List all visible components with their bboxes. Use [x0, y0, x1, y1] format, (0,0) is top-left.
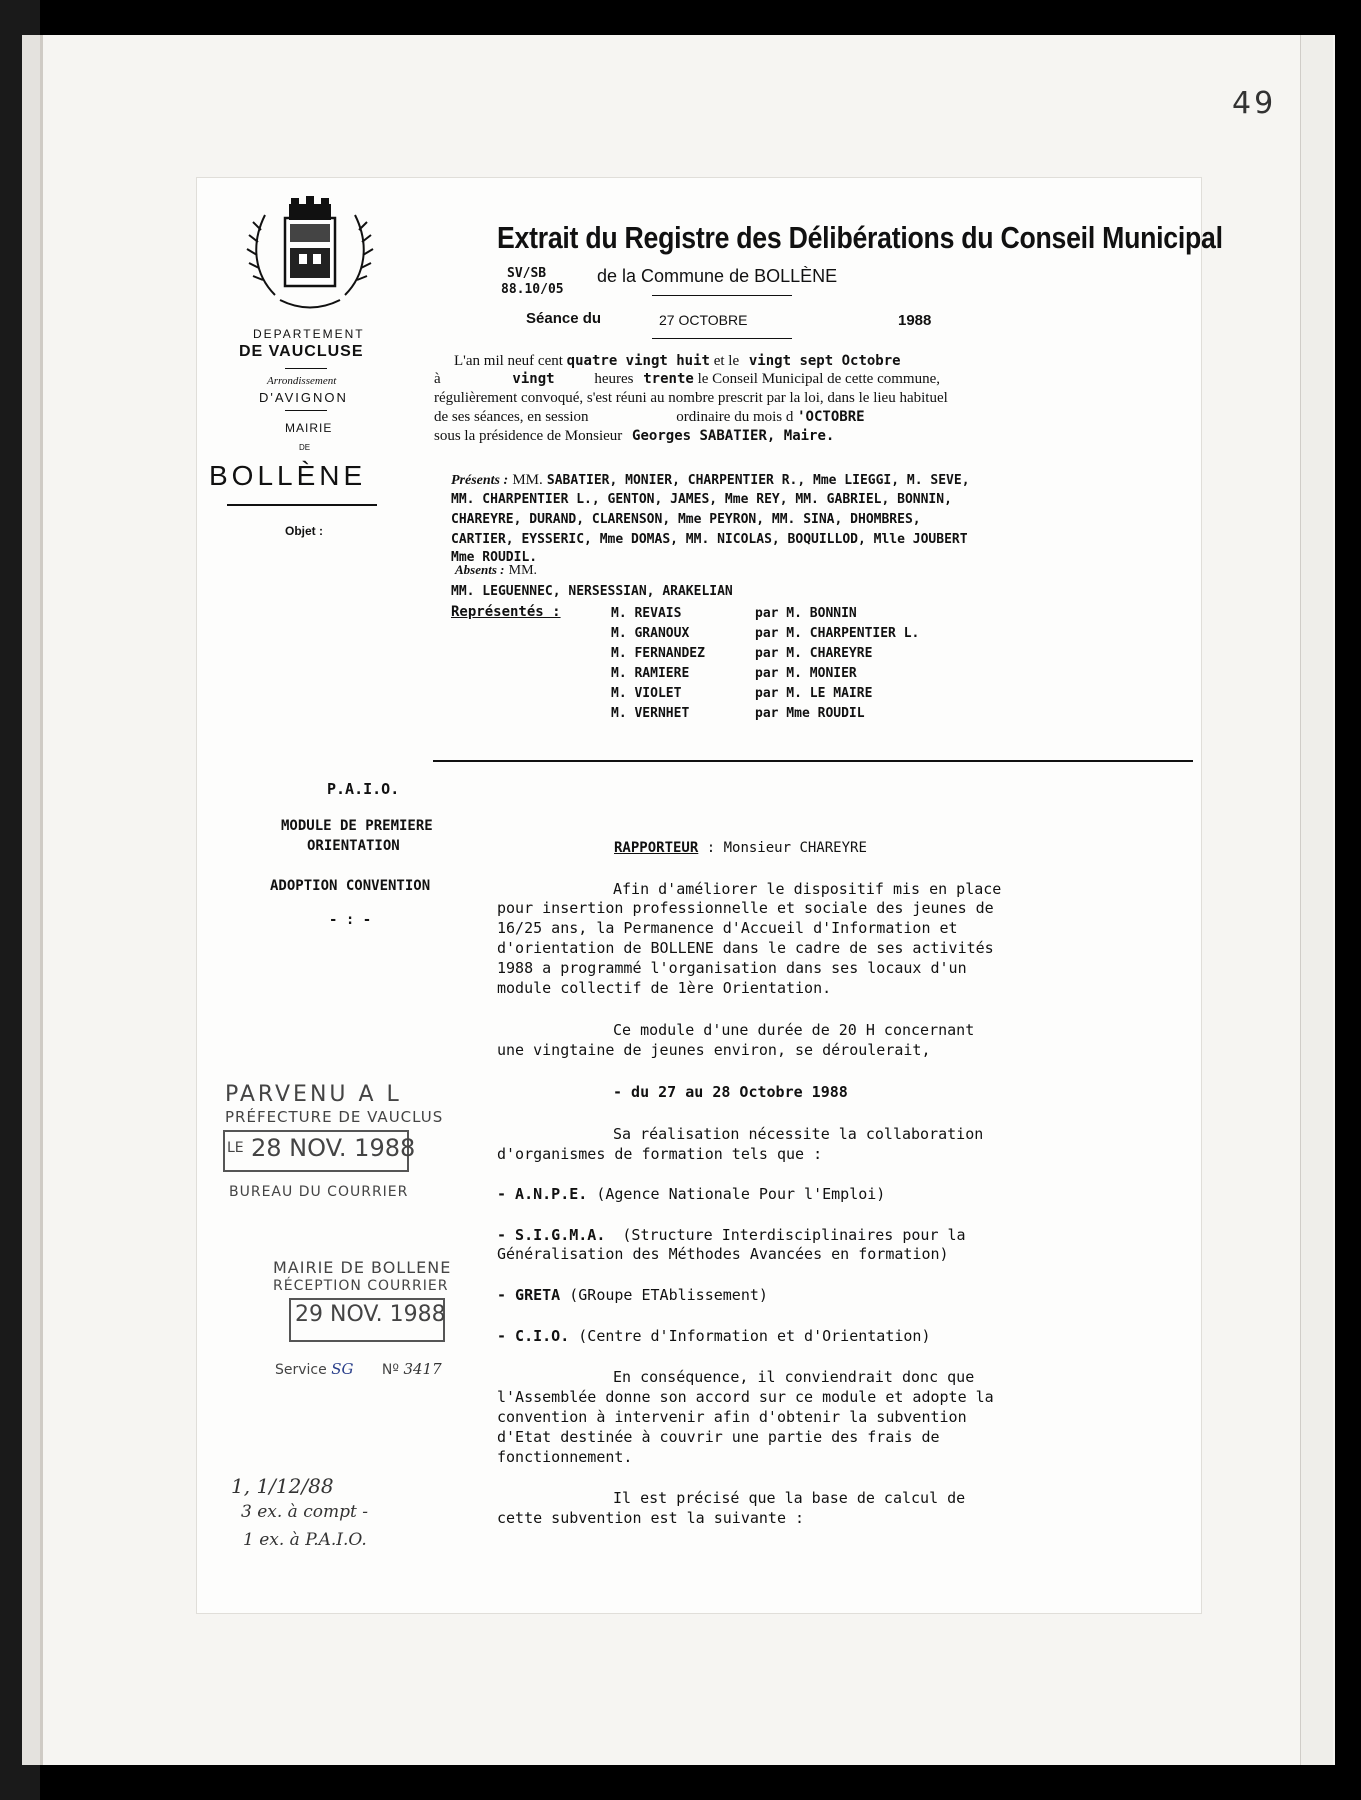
presents-line-4: CARTIER, EYSSERIC, Mme DOMAS, MM. NICOLAS, BOQUILLOD, Mlle JOUBERT: [451, 532, 968, 547]
representes-par-4: par M. MONIER: [755, 666, 857, 681]
anpe-line: [497, 1185, 885, 1203]
handwritten-date: 1, 1/12/88: [231, 1474, 334, 1498]
objet-label: Objet :: [285, 524, 323, 538]
intro-text: L'an mil neuf cent: [454, 353, 563, 369]
intro-month: 'OCTOBRE: [797, 409, 865, 425]
reference-number: 88.10/05: [501, 282, 564, 297]
handwritten-note-2: 1 ex. à P.A.I.O.: [243, 1530, 367, 1550]
number-label: Nº: [381, 1362, 399, 1378]
p1-line-3: 16/25 ans, la Permanence d'Accueil d'Information et: [497, 919, 958, 937]
objet-line-4: ADOPTION CONVENTION: [270, 878, 431, 894]
anpe-description: (Agence Nationale Pour l'Emploi): [596, 1185, 886, 1203]
ornament-rule: [227, 504, 377, 506]
p5-line-2: cette subvention est la suivante :: [497, 1509, 805, 1527]
intro-text: de ses séances, en session: [434, 409, 589, 425]
prefecture-stamp-date: 28 NOV. 1988: [251, 1134, 416, 1162]
departement-label: DEPARTEMENT: [253, 327, 365, 341]
rapporteur-label: RAPPORTEUR: [614, 840, 699, 856]
number-value: 3417: [403, 1360, 442, 1378]
p4-line-2: l'Assemblée donne son accord sur ce module et adopte la: [497, 1388, 994, 1406]
representes-who-5: M. VIOLET: [611, 686, 682, 701]
intro-day: vingt sept Octobre: [748, 353, 901, 369]
intro-line-4: [434, 409, 865, 426]
objet-line-5: - : -: [329, 912, 372, 928]
representes-who-2: M. GRANOUX: [611, 626, 690, 641]
sigma-line-1: [497, 1226, 966, 1244]
p4-line-5: fonctionnement.: [497, 1448, 633, 1466]
representes-par-5: par M. LE MAIRE: [755, 686, 873, 701]
sigma-acronym: - S.I.G.M.A.: [497, 1226, 606, 1244]
representes-label: Représentés :: [451, 604, 561, 620]
divider: [285, 368, 327, 369]
reference-initials: SV/SB: [507, 266, 547, 281]
mairie-stamp-date: 29 NOV. 1988: [295, 1302, 446, 1327]
p4-line-1: En conséquence, il conviendrait donc que: [613, 1368, 975, 1386]
cio-acronym: - C.I.O.: [497, 1327, 570, 1345]
rule: [652, 295, 792, 296]
president-name: Georges SABATIER, Maire.: [632, 428, 835, 444]
arrondissement: D'AVIGNON: [259, 390, 348, 405]
sigma-line-2: Généralisation des Méthodes Avancées en formation): [497, 1245, 949, 1263]
p4-line-4: d'Etat destinée à couvrir une partie des frais de: [497, 1428, 940, 1446]
objet-line-3: ORIENTATION: [307, 838, 400, 854]
p4-line-3: convention à intervenir afin d'obtenir la subvention: [497, 1408, 967, 1426]
p2-line-2: une vingtaine de jeunes environ, se déroulerait,: [497, 1041, 931, 1059]
absents-mm: MM.: [508, 563, 538, 578]
objet-line-2: MODULE DE PREMIERE: [281, 818, 433, 834]
seance-label: Séance du: [526, 310, 602, 327]
rapporteur-line: [614, 840, 867, 856]
prefecture-stamp-line-4: BUREAU DU COURRIER: [229, 1184, 409, 1200]
representes-who-1: M. REVAIS: [611, 606, 682, 621]
presents-line-3: CHAREYRE, DURAND, CLARENSON, Mme PEYRON, MM. SINA, DHOMBRES,: [451, 512, 921, 527]
absents-line: [455, 562, 537, 579]
document-title: Extrait du Registre des Délibérations du Conseil Municipal: [497, 220, 1223, 255]
presents-line-5: Mme ROUDIL.: [451, 550, 538, 565]
mairie-stamp-line-2: RÉCEPTION COURRIER: [273, 1278, 449, 1294]
rule: [652, 338, 792, 339]
presents-line-2: MM. CHARPENTIER L., GENTON, JAMES, Mme REY, MM. GABRIEL, BONNIN,: [451, 492, 952, 507]
service-value: SG: [331, 1360, 354, 1378]
arrondissement-label: Arrondissement: [267, 375, 337, 387]
page-number: 49: [1232, 86, 1277, 121]
prefecture-stamp-line-1: PARVENU A L: [225, 1082, 402, 1107]
section-rule: [433, 760, 1193, 762]
objet-line-1: P.A.I.O.: [327, 780, 400, 798]
intro-hour: vingt: [512, 371, 555, 387]
prefecture-stamp-line-2: PRÉFECTURE DE VAUCLUS: [225, 1108, 444, 1126]
intro-text: ordinaire du mois d: [676, 409, 794, 425]
absents-label: Absents :: [455, 562, 505, 577]
intro-year: quatre vingt huit: [566, 353, 710, 369]
module-dates: - du 27 au 28 Octobre 1988: [613, 1083, 848, 1101]
p1-line-2: pour insertion professionnelle et sociale des jeunes de: [497, 899, 994, 917]
intro-text: sous la présidence de Monsieur: [434, 428, 623, 444]
p1-line-6: module collectif de 1ère Orientation.: [497, 979, 832, 997]
p5-line-1: Il est précisé que la base de calcul de: [613, 1489, 966, 1507]
intro-line-1: [454, 353, 901, 370]
presents-label: Présents :: [451, 473, 509, 488]
p3-line-2: d'organismes de formation tels que :: [497, 1145, 823, 1163]
cio-line: [497, 1327, 930, 1345]
absents-names: MM. LEGUENNEC, NERSESSIAN, ARAKELIAN: [451, 584, 733, 599]
greta-line: [497, 1286, 768, 1304]
greta-acronym: - GRETA: [497, 1286, 561, 1304]
rapporteur-name: : Monsieur CHAREYRE: [706, 840, 867, 856]
intro-text: à: [434, 371, 441, 387]
p1-line-1: Afin d'améliorer le dispositif mis en place: [613, 880, 1002, 898]
p1-line-4: d'orientation de BOLLENE dans le cadre de ses activités: [497, 939, 994, 957]
intro-text: le Conseil Municipal de cette commune,: [697, 371, 940, 387]
representes-par-6: par Mme ROUDIL: [755, 706, 865, 721]
representes-who-6: M. VERNHET: [611, 706, 690, 721]
seance-year: 1988: [898, 312, 932, 329]
representes-par-3: par M. CHAREYRE: [755, 646, 873, 661]
representes-who-3: M. FERNANDEZ: [611, 646, 705, 661]
coat-of-arms-icon: [235, 190, 385, 310]
intro-line-5: [434, 428, 834, 445]
cio-description: (Centre d'Information et d'Orientation): [578, 1327, 931, 1345]
p1-line-5: 1988 a programmé l'organisation dans ses locaux d'un: [497, 959, 967, 977]
mairie-stamp-service: [275, 1360, 442, 1378]
departement: DE VAUCLUSE: [239, 343, 364, 360]
presents-line-1: [451, 472, 970, 489]
intro-line-3: régulièrement convoqué, s'est réuni au nombre prescrit par la loi, dans le lieu habituel: [434, 390, 948, 406]
representes-par-1: par M. BONNIN: [755, 606, 857, 621]
intro-minutes: trente: [643, 371, 694, 387]
anpe-acronym: - A.N.P.E.: [497, 1185, 588, 1203]
presents-names: SABATIER, MONIER, CHARPENTIER R., Mme LIEGGI, M. SEVE,: [546, 473, 970, 488]
sigma-description: (Structure Interdisciplinaires pour la: [622, 1226, 966, 1244]
intro-line-2: [434, 371, 940, 388]
commune-subtitle: de la Commune de BOLLÈNE: [597, 266, 838, 286]
greta-description: (GRoupe ETAblissement): [569, 1286, 768, 1304]
divider: [285, 410, 327, 411]
presents-mm: MM.: [512, 472, 543, 488]
mairie-stamp-line-1: MAIRIE DE BOLLENE: [273, 1258, 452, 1277]
handwritten-note-1: 3 ex. à compt -: [241, 1502, 368, 1522]
deliberation-extract: [197, 178, 1223, 1613]
seance-date: 27 OCTOBRE: [659, 312, 748, 328]
representes-who-4: M. RAMIERE: [611, 666, 690, 681]
prefecture-stamp-le: LE: [227, 1140, 244, 1156]
de-label: DE: [299, 443, 311, 452]
mairie-label: MAIRIE: [285, 421, 333, 435]
representes-par-2: par M. CHARPENTIER L.: [755, 626, 920, 641]
intro-text: et le: [713, 353, 740, 369]
service-label: Service: [275, 1362, 327, 1378]
page-stack-edge: [1300, 35, 1333, 1765]
p2-line-1: Ce module d'une durée de 20 H concernant: [613, 1021, 975, 1039]
p3-line-1: Sa réalisation nécessite la collaboration: [613, 1125, 984, 1143]
commune-name: BOLLÈNE: [209, 460, 367, 491]
intro-text: heures: [594, 371, 634, 387]
